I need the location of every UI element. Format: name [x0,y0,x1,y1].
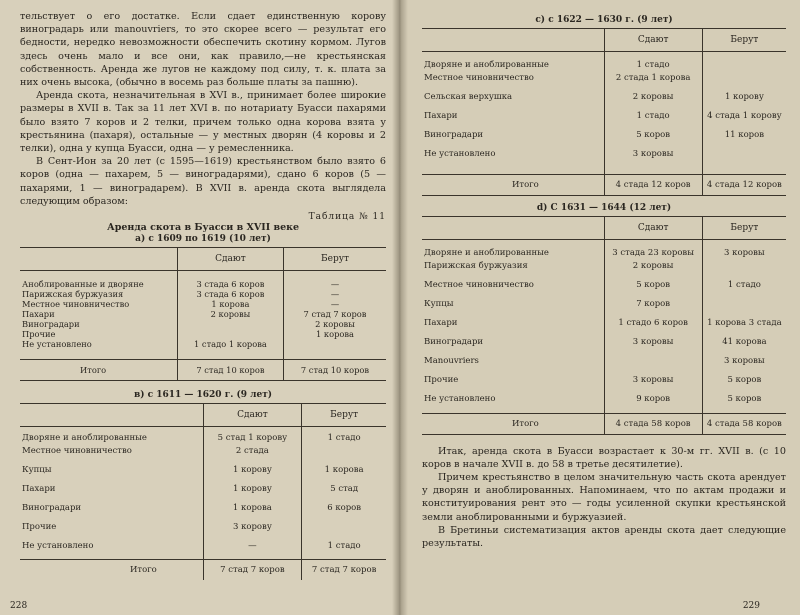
table-row: Не установлено 1 стадо 1 корова [20,339,386,349]
table-a-header-take: Берут [284,248,387,271]
left-paragraph-2: Аренда скота, незначительная в XVI в., принимает более широкие размеры в XVII в. Так за 11 лет XVI в. по нотариату Буасси пахарями было взято 7 коров и 2 телки, причем только одна корова взята у крестьянина (пахаря), остальные — у местных дворян (4 коровы и 2 телки), одна у купца Буасси, одна — у ремесленника. [20,90,386,155]
table-b [20,403,386,580]
table-b-subtitle: в) с 1611 — 1620 г. (9 лет) [133,390,273,401]
table-row: Купцы 1 корову 1 корова [20,465,386,484]
table-c [422,28,786,196]
table-number: Таблица № 11 [308,212,386,223]
table-a-subtitle: а) с 1609 по 1619 (10 лет) [135,234,271,245]
table-row: Местное чиновничество 2 стада 1 корова [422,73,786,92]
table-row: Пахари 1 стадо 4 стада 1 корову [422,111,786,130]
table-d-subtitle: d) С 1631 — 1644 (12 лет) [536,202,672,213]
table-row: Пахари 1 стадо 6 коров 1 корова 3 стада [422,318,786,337]
table-c-header-give: Сдают [604,29,702,52]
table-row: Местное чиновничество 2 стада [20,446,386,465]
table-a-header-give: Сдают [177,248,283,271]
table-total-row: Итого 4 стада 12 коров 4 стада 12 коров [422,174,786,195]
table-row: Аноблированные и дворяне 3 стада 6 коров — [20,279,386,289]
table-c-subtitle: с) с 1622 — 1630 г. (9 лет) [535,15,673,25]
table-a-header-blank [20,248,177,271]
table-row: Прочие 3 коровы 5 коров [422,375,786,394]
book-gutter [392,0,408,615]
right-paragraph-2: Причем крестьянство в целом значительную часть скота арендует у дворян и аноблированных. Напоминаем, что по актам продажи и конституирования рент это — годы усиленной скупки крестьянской земли аноблированными и буржуазией. [422,471,786,523]
table-row: Дворяне и аноблированные 1 стадо [422,52,786,73]
table-row: Местное чиновничество 5 коров 1 стадо [422,280,786,299]
table-row: Не установлено 9 коров 5 коров [422,394,786,413]
table-row: Виноградари 1 корова 6 коров [20,503,386,522]
table-row: Виноградари 2 коровы [20,319,386,329]
left-paragraph-1: тельствует о его достатке. Если сдает единственную корову виноградарь или manouvriers, то это скорее всего — результат его бедности, нередко невозможности обеспечить скотину кормом. Лугов здесь очень мало и все они, как правило,—не крестьянская собственность. Аренда же лугов не каждому под силу, т. к. плата за них очень высока, (обычно в восемь раз больше платы за пашню). [20,11,386,89]
left-paragraph-3: В Сент-Ион за 20 лет (с 1595—1619) крестьянством было взято 6 коров (одна — пахарем, 5 — виноградарями), сдано 6 коров (5 — пахарями, 1 — виноградарем). В XVII в. аренда скота выглядела следующим образом: [20,156,386,207]
table-row: Виноградари 5 коров 11 коров [422,130,786,149]
table-row: Не установлено 3 коровы [422,149,786,168]
table-row: Пахари 2 коровы 7 стад 7 коров [20,309,386,319]
table-row: Дворяне и аноблированные 3 стада 23 коровы 3 коровы [422,239,786,261]
table-d-header-blank [422,216,604,239]
table-d-header-give: Сдают [604,216,702,239]
table-total-row: Итого 7 стад 7 коров 7 стад 7 коров [20,560,386,581]
table-row: Местное чиновничество 1 корова — [20,299,386,309]
table-row: Парижская буржуазия 3 стада 6 коров — [20,289,386,299]
right-paragraph-1: Итак, аренда скота в Буасси возрастает к 30-м гг. XVII в. (с 10 коров в начале XVII в. до 58 в третье десятилетие). [422,445,786,470]
table-row: Manouvriers 3 коровы [422,356,786,375]
table-a [20,247,386,381]
table-d-header-take: Берут [702,216,786,239]
table-d [422,216,786,435]
table-c-header-blank [422,29,604,52]
table-row: Пахари 1 корову 5 стад [20,484,386,503]
table-c-header-take: Берут [702,29,786,52]
table-row: Парижская буржуазия 2 коровы [422,261,786,280]
table-total-row: Итого 4 стада 58 коров 4 стада 58 коров [422,413,786,434]
table-title: Аренда скота в Буасси в XVII веке [106,222,300,234]
table-row: Виноградари 3 коровы 41 корова [422,337,786,356]
table-row: Прочие 1 корова [20,329,386,339]
right-paragraph-3: В Бретиньи систематизация актов аренды скота дает следующие результаты. [422,524,786,549]
page-number-right: 229 [742,601,760,611]
right-page [400,0,800,615]
table-b-header-blank [20,404,203,427]
table-row: Купцы 7 коров [422,299,786,318]
table-b-header-take: Берут [302,404,386,427]
page-number-left: 228 [10,601,28,611]
table-row: Прочие 3 корову [20,522,386,541]
table-total-row: Итого 7 стад 10 коров 7 стад 10 коров [20,360,386,381]
table-b-header-give: Сдают [203,404,302,427]
table-row: Не установлено — 1 стадо [20,541,386,560]
table-row: Дворяне и аноблированные 5 стад 1 корову 1 стадо [20,427,386,446]
table-row: Сельская верхушка 2 коровы 1 корову [422,92,786,111]
